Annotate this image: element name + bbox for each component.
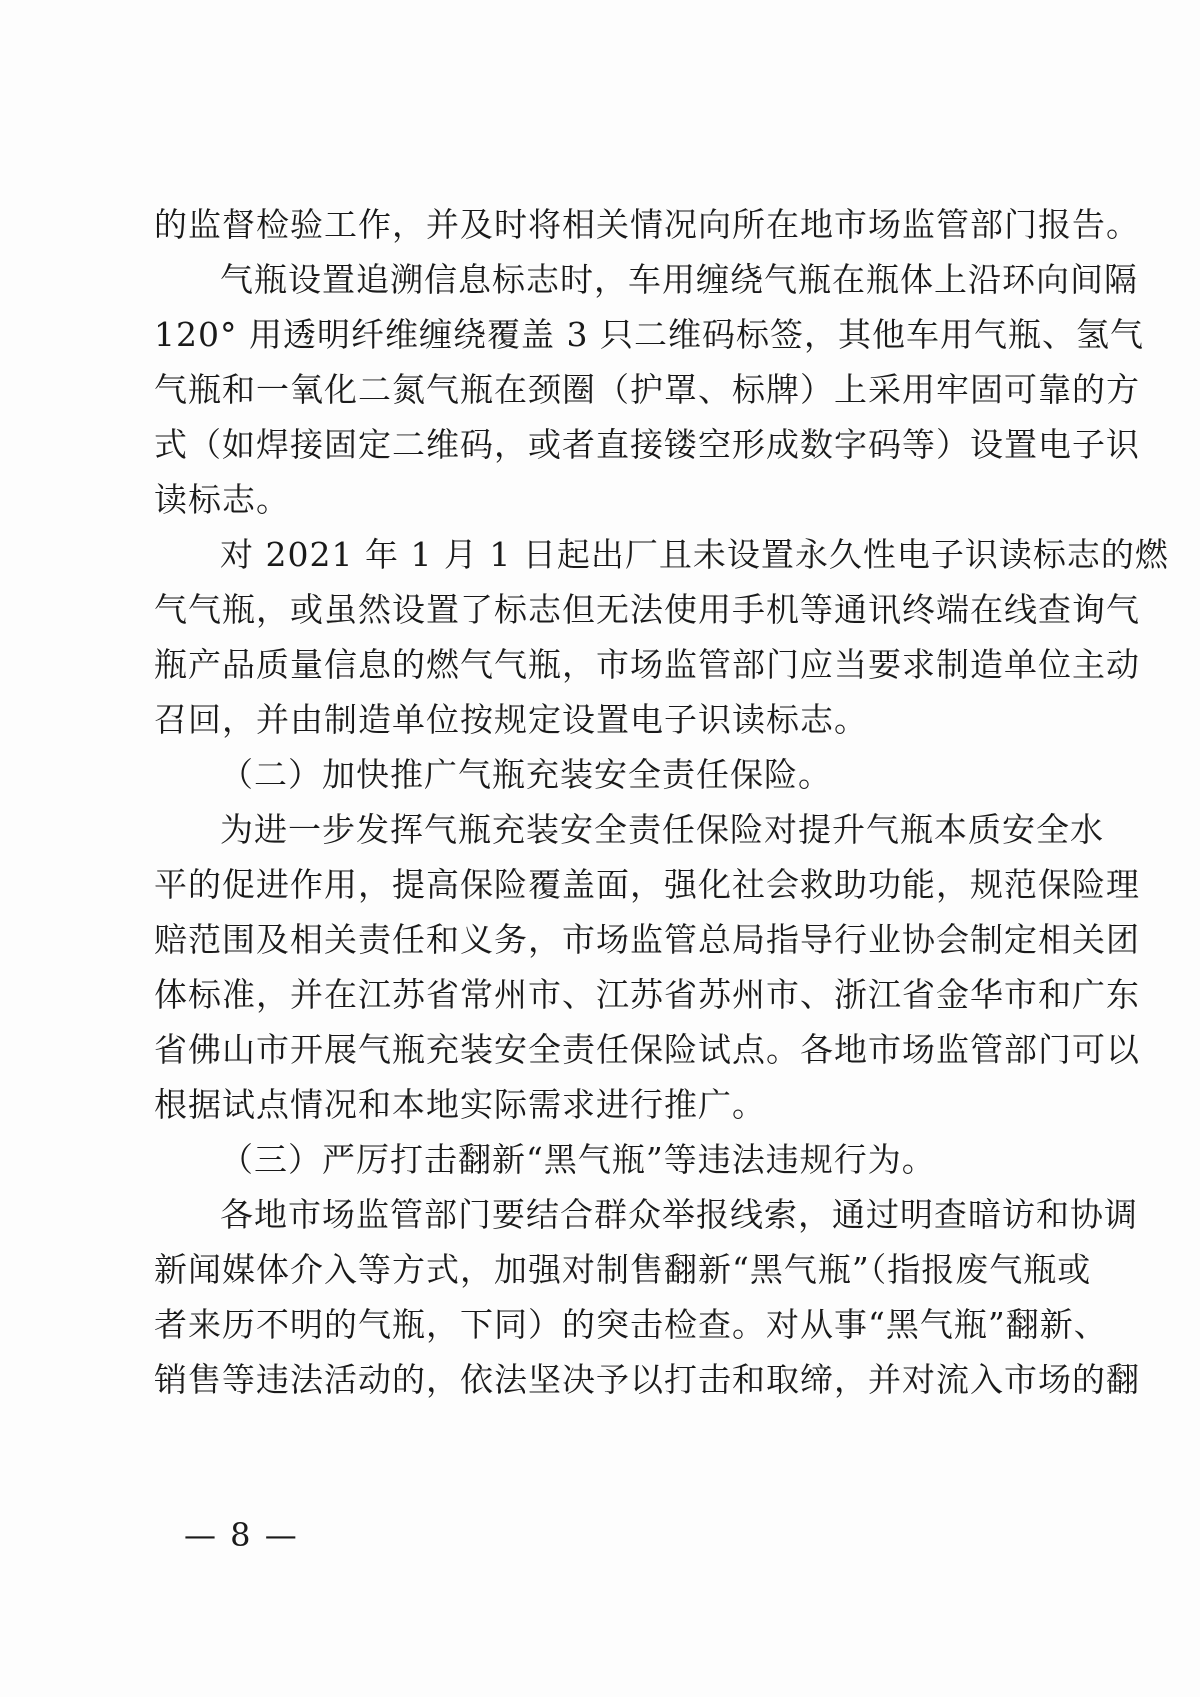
section-heading: （二）加快推广气瓶充装安全责任保险。 (220, 755, 832, 794)
text-line: 体标准，并在江苏省常州市、江苏省苏州市、浙江省金华市和广东 (154, 975, 1140, 1014)
text-line: 气气瓶，或虽然设置了标志但无法使用手机等通讯终端在线查询气 (154, 590, 1140, 629)
section-heading: （三）严厉打击翻新“黑气瓶”等违法违规行为。 (220, 1140, 936, 1179)
page-number: — 8 — (184, 1516, 299, 1554)
text-line: 根据试点情况和本地实际需求进行推广。 (154, 1085, 766, 1124)
text-line: 新闻媒体介入等方式，加强对制售翻新“黑气瓶”（指报废气瓶或 (154, 1250, 1092, 1289)
text-line: 120° 用透明纤维缠绕覆盖 3 只二维码标签，其他车用气瓶、氢气 (154, 315, 1144, 354)
text-line: 瓶产品质量信息的燃气气瓶，市场监管部门应当要求制造单位主动 (154, 645, 1140, 684)
text-line: 平的促进作用，提高保险覆盖面，强化社会救助功能，规范保险理 (154, 865, 1140, 904)
text-line: 者来历不明的气瓶，下同）的突击检查。对从事“黑气瓶”翻新、 (154, 1305, 1108, 1344)
text-line: 赔范围及相关责任和义务，市场监管总局指导行业协会制定相关团 (154, 920, 1140, 959)
text-line: 气瓶和一氧化二氮气瓶在颈圈（护罩、标牌）上采用牢固可靠的方 (154, 370, 1140, 409)
text-line: 式（如焊接固定二维码，或者直接镂空形成数字码等）设置电子识 (154, 425, 1140, 464)
text-line: 气瓶设置追溯信息标志时，车用缠绕气瓶在瓶体上沿环向间隔 (220, 260, 1138, 299)
text-line: 销售等违法活动的，依法坚决予以打击和取缔，并对流入市场的翻 (154, 1360, 1140, 1399)
text-line: 各地市场监管部门要结合群众举报线索，通过明查暗访和协调 (220, 1195, 1138, 1234)
text-line: 对 2021 年 1 月 1 日起出厂且未设置永久性电子识读标志的燃 (220, 535, 1169, 574)
text-line: 的监督检验工作，并及时将相关情况向所在地市场监管部门报告。 (154, 205, 1140, 244)
text-line: 为进一步发挥气瓶充装安全责任保险对提升气瓶本质安全水 (220, 810, 1104, 849)
text-line: 省佛山市开展气瓶充装安全责任保险试点。各地市场监管部门可以 (154, 1030, 1140, 1069)
text-line: 读标志。 (154, 480, 290, 519)
text-line: 召回，并由制造单位按规定设置电子识读标志。 (154, 700, 868, 739)
